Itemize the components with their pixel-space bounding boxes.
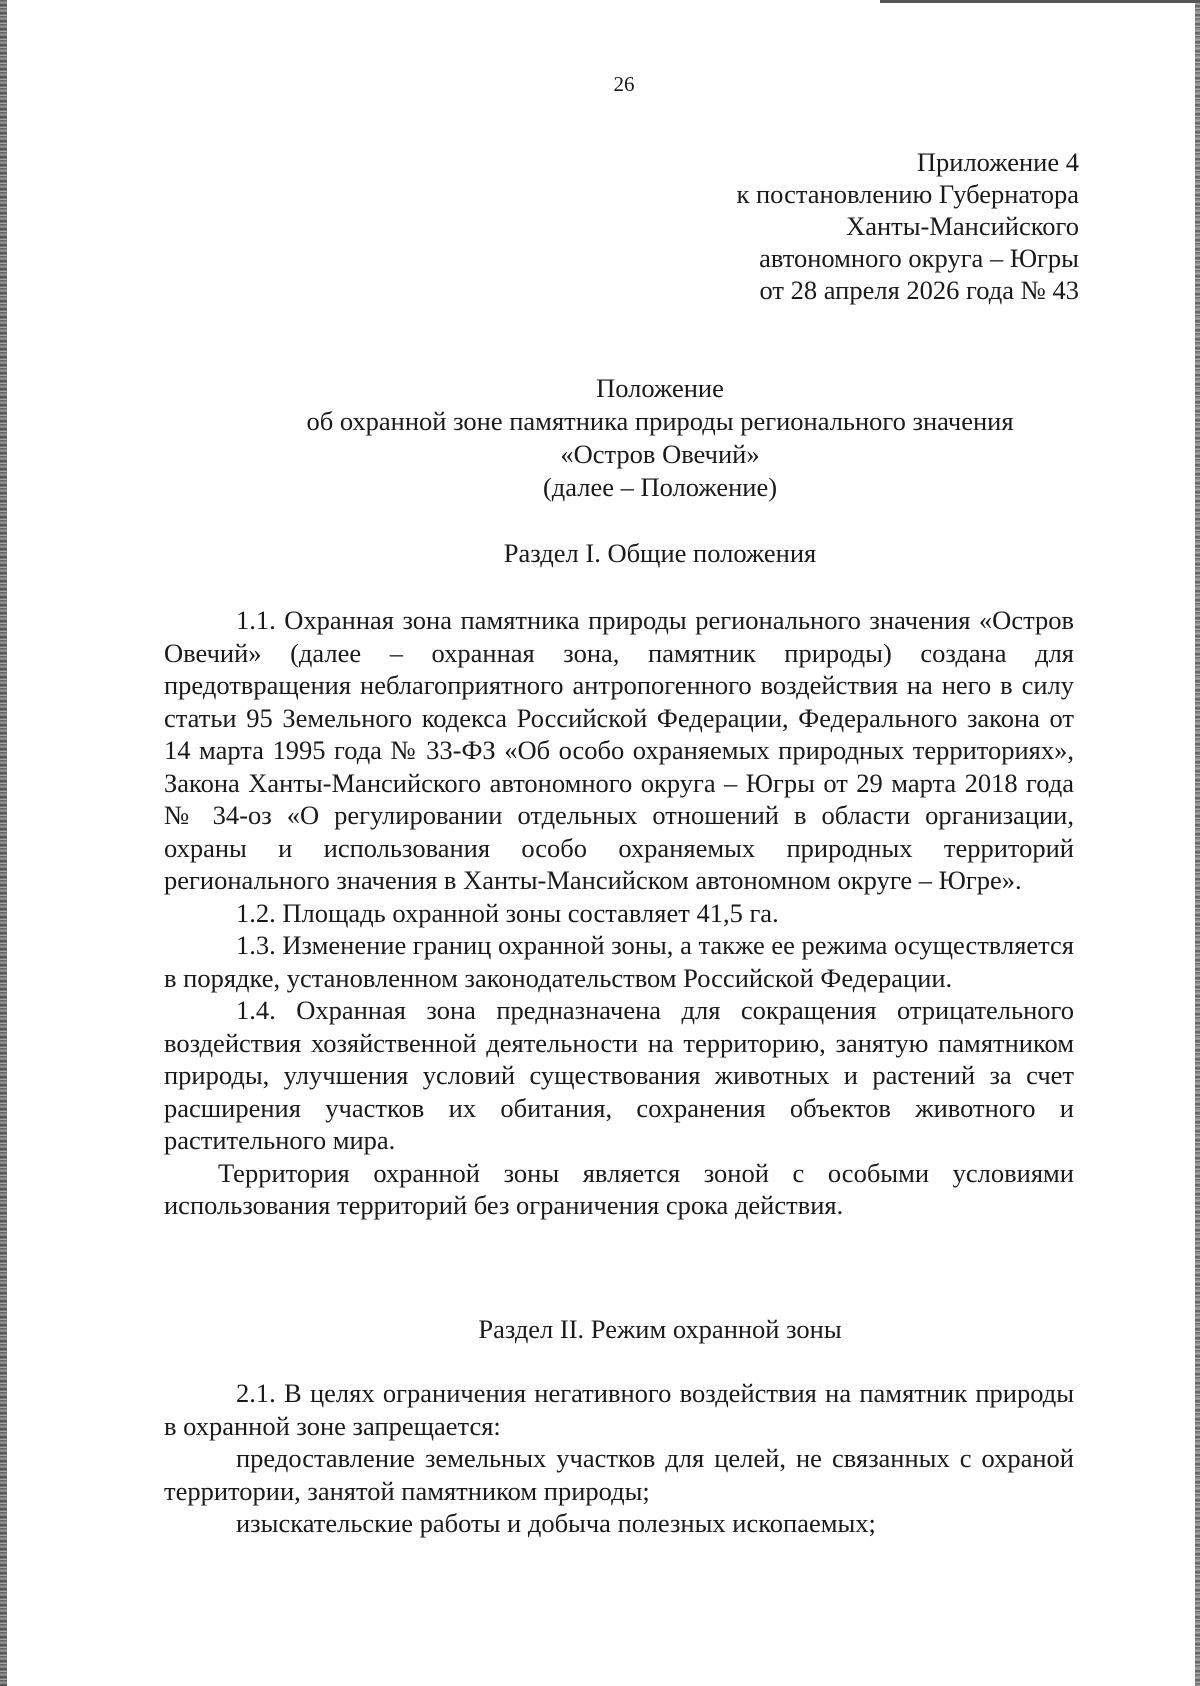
paragraph-2-1: 2.1. В целях ограничения негативного воздействия на памятник природы в охранной зоне запрещается:	[164, 1378, 1074, 1441]
scan-edge-top	[880, 0, 1200, 3]
appendix-line: автономного округа – Югры	[759, 243, 1079, 273]
scan-edge-right	[1195, 0, 1200, 1686]
title-line: (далее – Положение)	[542, 472, 778, 502]
paragraph-territory: Территория охранной зоны является зоной с особыми условиями использования территорий без ограничения срока действия.	[164, 1157, 1074, 1220]
paragraph-1-2: 1.2. Площадь охранной зоны составляет 41,5 га.	[236, 897, 779, 928]
paragraph-prohibition: изыскательские работы и добыча полезных ископаемых;	[236, 1508, 876, 1538]
section-1-body	[164, 604, 1074, 1222]
appendix-line: от 28 апреля 2026 года № 43	[759, 275, 1079, 305]
paragraph-1-4: 1.4. Охранная зона предназначена для сокращения отрицательного воздействия хозяйственной деятельности на территорию, занятую памятником природы, улучшения условий существования животных и растений за счет расширения участков их обитания, сохранения объектов животного и растительного мира.	[164, 995, 1074, 1155]
title-line: «Остров Овечий»	[560, 439, 760, 469]
scan-edge-left	[0, 0, 7, 1686]
document-title	[160, 372, 1160, 504]
page-number: 26	[613, 72, 635, 96]
paragraph-1-3: 1.3. Изменение границ охранной зоны, а также ее режима осуществляется в порядке, установленном законодательством Российской Федерации.	[164, 930, 1074, 993]
title-line: об охранной зоне памятника природы регионального значения	[306, 406, 1014, 436]
section-2-heading: Раздел II. Режим охранной зоны	[478, 1314, 842, 1344]
appendix-line: к постановлению Губернатора	[736, 179, 1079, 209]
section-2-body	[164, 1377, 1074, 1540]
appendix-block	[559, 146, 1079, 306]
paragraph-1-1: 1.1. Охранная зона памятника природы регионального значения «Остров Овечий» (далее – охранная зона, памятник природы) создана для предотвращения неблагоприятного антропогенного воздействия на него в силу статьи 95 Земельного кодекса Российской Федерации, Федерального закона от 14 марта 1995 года № 33-ФЗ «Об особо охраняемых природных территориях», Закона Ханты-Мансийского автономного округа – Югры от 29 марта 2018 года № 34-оз «О регулировании отдельных отношений в области организации, охраны и использования особо охраняемых природных территорий регионального значения в Ханты-Мансийском автономном округе – Югре».	[164, 605, 1074, 895]
paragraph-prohibition: предоставление земельных участков для целей, не связанных с охраной территории, занятой памятником природы;	[164, 1443, 1074, 1506]
appendix-line: Ханты-Мансийского	[846, 211, 1079, 241]
title-line: Положение	[596, 373, 724, 403]
section-1-heading: Раздел I. Общие положения	[503, 538, 817, 568]
appendix-line: Приложение 4	[916, 147, 1079, 177]
